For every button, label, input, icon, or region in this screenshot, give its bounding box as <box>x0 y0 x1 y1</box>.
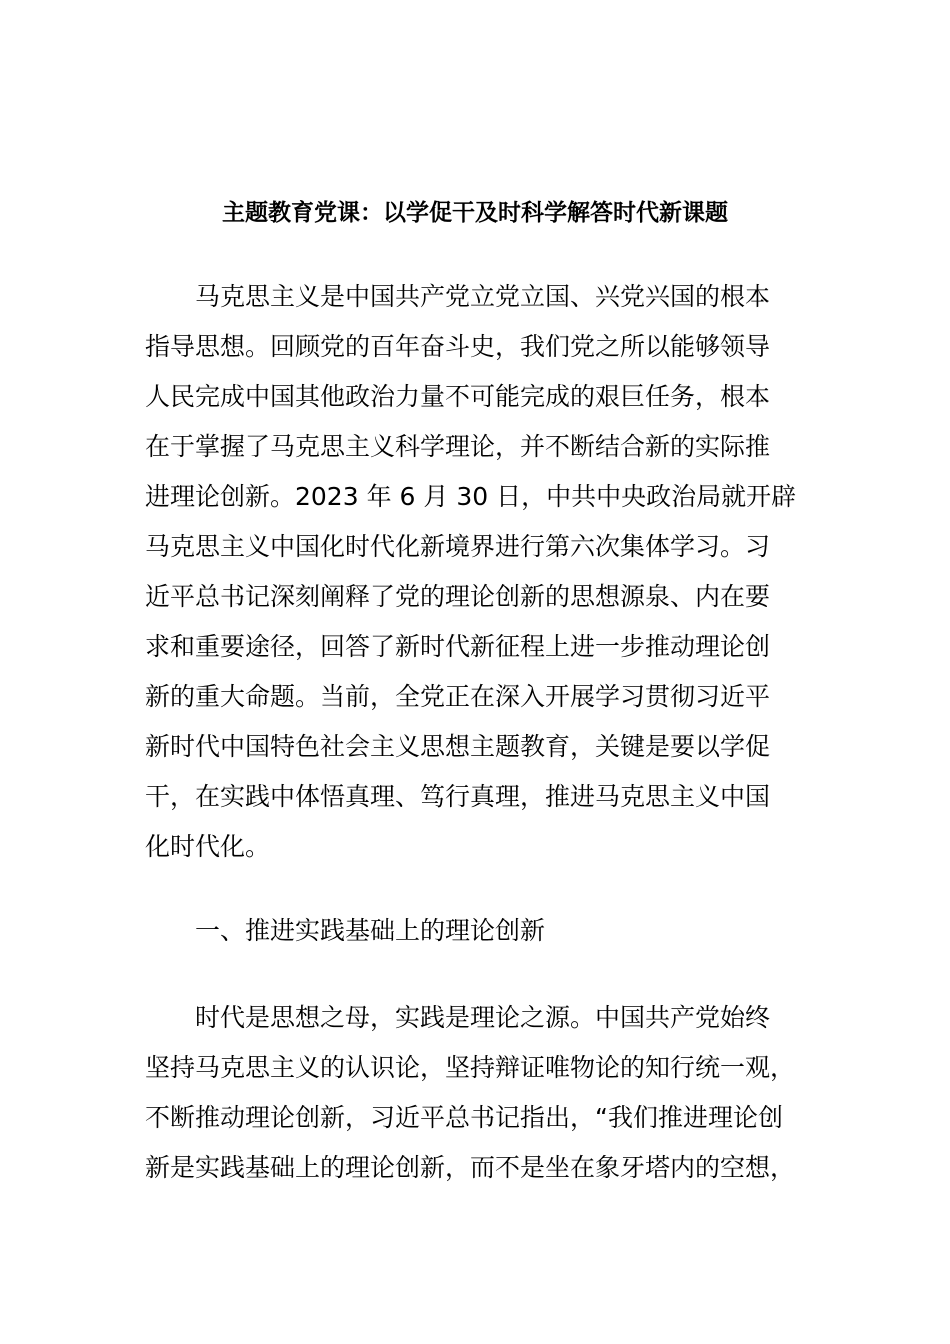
paragraph-line: 近平总书记深刻阐释了党的理论创新的思想源泉、内在要 <box>145 582 771 611</box>
paragraph-intro <box>145 272 810 872</box>
paragraph-line: 坚持马克思主义的认识论，坚持辩证唯物论的知行统一观， <box>145 1053 796 1082</box>
paragraph-line: 时代是思想之母，实践是理论之源。中国共产党始终 <box>195 1003 771 1032</box>
paragraph-line: 人民完成中国其他政治力量不可能完成的艰巨任务，根本 <box>145 382 771 411</box>
paragraph-line: 新的重大命题。当前，全党正在深入开展学习贯彻习近平 <box>145 682 771 711</box>
paragraph-line: 求和重要途径，回答了新时代新征程上进一步推动理论创 <box>145 632 771 661</box>
paragraph-line: 指导思想。回顾党的百年奋斗史，我们党之所以能够领导 <box>145 332 771 361</box>
paragraph-line: 新时代中国特色社会主义思想主题教育，关键是要以学促 <box>145 732 771 761</box>
section-heading: 一、推进实践基础上的理论创新 <box>195 916 546 945</box>
paragraph-line: 进理论创新。2023 年 6 月 30 日，中共中央政治局就开辟 <box>145 482 797 511</box>
paragraph-line: 不断推动理论创新，习近平总书记指出，“我们推进理论创 <box>145 1103 783 1132</box>
document-title: 主题教育党课：以学促干及时科学解答时代新课题 <box>222 200 728 226</box>
paragraph-line: 化时代化。 <box>145 832 271 861</box>
paragraph-line: 马克思主义是中国共产党立党立国、兴党兴国的根本 <box>195 282 771 311</box>
paragraph-section1 <box>145 993 810 1193</box>
paragraph-line: 干，在实践中体悟真理、笃行真理，推进马克思主义中国 <box>145 782 771 811</box>
paragraph-line: 新是实践基础上的理论创新，而不是坐在象牙塔内的空想， <box>145 1153 796 1182</box>
paragraph-line: 在于掌握了马克思主义科学理论，并不断结合新的实际推 <box>145 432 771 461</box>
paragraph-line: 马克思主义中国化时代化新境界进行第六次集体学习。习 <box>145 532 771 561</box>
